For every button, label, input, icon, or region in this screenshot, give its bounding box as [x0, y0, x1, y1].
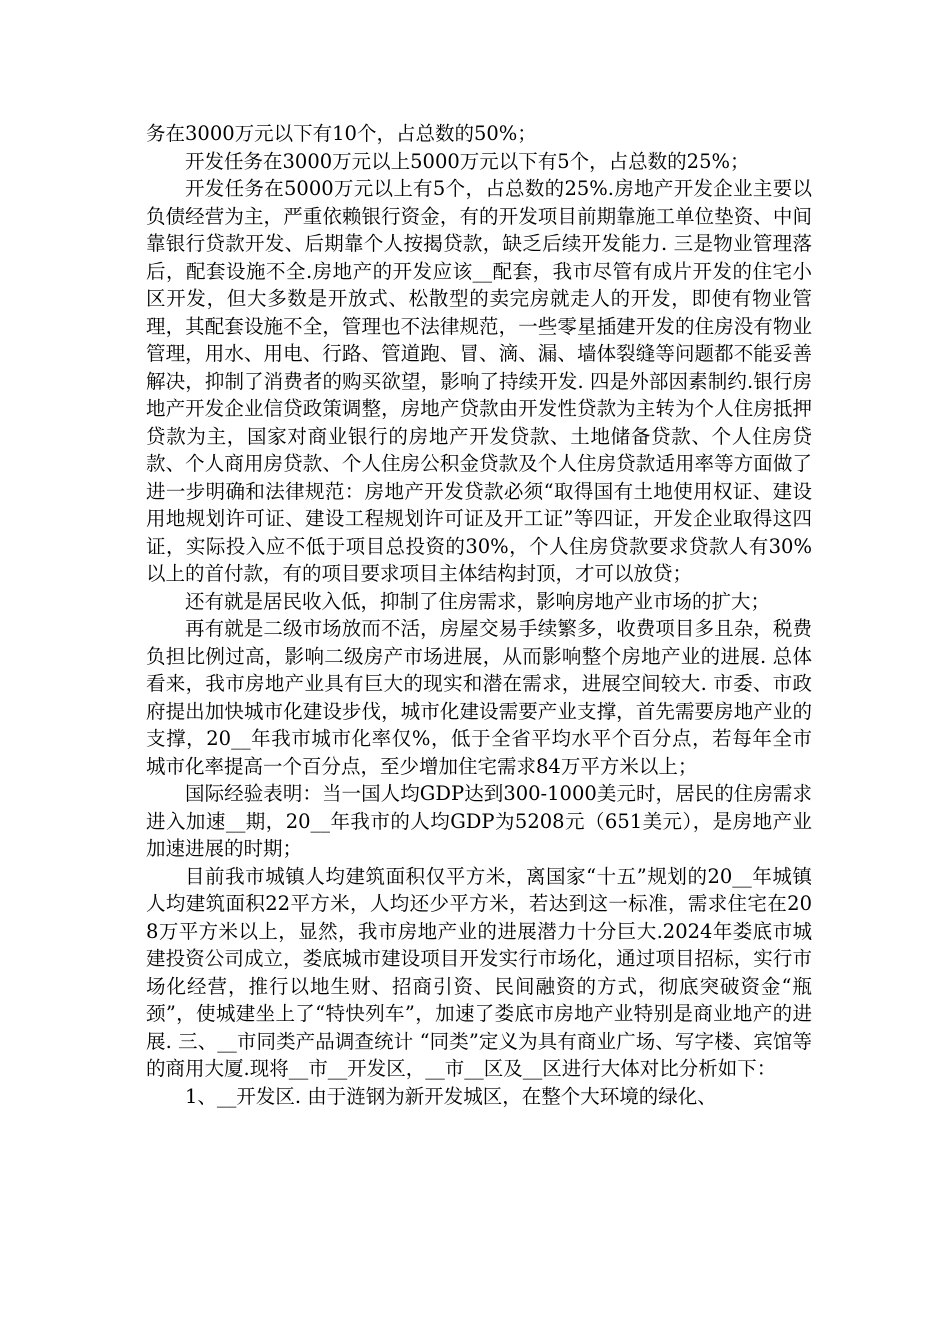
document-page [146, 120, 812, 1110]
paragraph-5: 再有就是二级市场放而不活，房屋交易手续繁多，收费项目多且杂，税费负担比例过高，影响二级房产市场进展，从而影响整个房地产业的进展. 总体看来，我市房地产业具有巨大的现实和潜在需求，进展空间较大. 市委、市政府提出加快城市化建设步伐，城市化建设需要产业支撑，首先需要房地产业的支撑，20__年我市城市化率仅%，低于全省平均水平个百分点，若每年全市城市化率提高一个百分点，至少增加住宅需求84万平方米以上； [146, 617, 812, 778]
paragraph-8: 1、__开发区. 由于涟钢为新开发城区，在整个大环境的绿化、 [185, 1084, 717, 1108]
paragraph-3: 开发任务在5000万元以上有5个，占总数的25%.房地产开发企业主要以负债经营为主，严重依赖银行资金，有的开发项目前期靠施工单位垫资、中间靠银行贷款开发、后期靠个人按揭贷款，缺乏后续开发能力. 三是物业管理落后，配套设施不全.房地产的开发应该__配套，我市尽管有成片开发的住宅小区开发，但大多数是开放式、松散型的卖完房就走人的开发，即使有物业管理，其配套设施不全，管理也不法律规范，一些零星插建开发的住房没有物业管理，用水、用电、行路、管道跑、冒、滴、漏、墙体裂缝等问题都不能妥善解决，抑制了消费者的购买欲望，影响了持续开发. 四是外部因素制约.银行房地产开发企业信贷政策调整，房地产贷款由开发性贷款为主转为个人住房抵押贷款为主，国家对商业银行的房地产开发贷款、土地储备贷款、个人住房贷款、个人商用房贷款、个人住房公积金贷款及个人住房贷款适用率等方面做了进一步明确和法律规范：房地产开发贷款必须“取得国有土地使用权证、建设用地规划许可证、建设工程规划许可证及开工证”等四证，开发企业取得这四证，实际投入应不低于项目总投资的30%，个人住房贷款要求贷款人有30%以上的首付款，有的项目要求项目主体结构封顶，才可以放贷； [146, 177, 812, 585]
paragraph-2: 开发任务在3000万元以上5000万元以下有5个，占总数的25%； [185, 149, 750, 173]
paragraph-1: 务在3000万元以下有10个，占总数的50%； [146, 122, 537, 145]
paragraph-4: 还有就是居民收入低，抑制了住房需求，影响房地产业市场的扩大； [185, 589, 771, 613]
paragraph-7: 目前我市城镇人均建筑面积仅平方米，离国家“十五”规划的20__年城镇人均建筑面积22平方米，人均还少平方米，若达到这一标准，需求住宅在208万平方米以上，显然，我市房地产业的进展潜力十分巨大.2024年娄底市城建投资公司成立，娄底城市建设项目开发实行市场化，通过项目招标，实行市场化经营，推行以地生财、招商引资、民间融资的方式，彻底突破资金“瓶颈”，使城建坐上了“特快列车”，加速了娄底市房地产业特别是商业地产的进展. 三、__市同类产品调查统计 “同类”定义为具有商业广场、写字楼、宾馆等的商用大厦.现将__市__开发区，__市__区及__区进行大体对比分析如下： [146, 864, 812, 1080]
paragraph-6: 国际经验表明：当一国人均GDP达到300-1000美元时，居民的住房需求进入加速__期，20__年我市的人均GDP为5208元（651美元），是房地产业加速进展的时期； [146, 782, 812, 860]
